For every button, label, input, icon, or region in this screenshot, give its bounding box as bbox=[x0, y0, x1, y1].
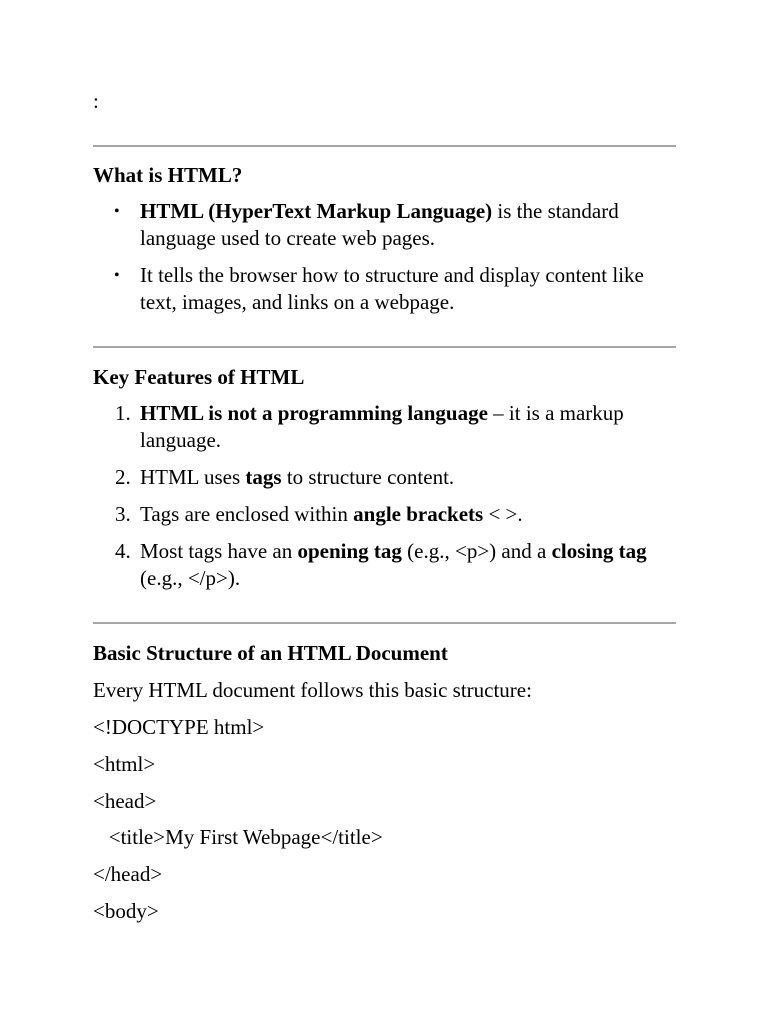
list-number: 4. bbox=[115, 539, 131, 563]
what-is-html-list bbox=[93, 198, 676, 326]
bullet-icon: • bbox=[114, 203, 120, 220]
list-item-text: Tags are enclosed within bbox=[140, 502, 354, 526]
list-item-text: (e.g., <p>) and a bbox=[401, 539, 552, 563]
list-item-bold-text: closing tag bbox=[551, 539, 647, 563]
list-item-text: < >. bbox=[483, 502, 523, 526]
section-heading-key-features: Key Features of HTML bbox=[93, 365, 305, 389]
list-item-bold-text: angle brackets bbox=[353, 502, 484, 526]
code-line: <head> bbox=[93, 789, 157, 813]
list-item-text: HTML uses bbox=[140, 465, 246, 489]
key-features-list bbox=[93, 400, 676, 602]
leading-colon: : bbox=[93, 89, 99, 113]
bullet-2-text: It tells the browser how to structure and display content like text, images, and links on a webpage. bbox=[140, 263, 644, 314]
list-number: 2. bbox=[115, 465, 131, 489]
list-item bbox=[93, 464, 676, 491]
list-item bbox=[93, 538, 676, 592]
section-heading-what-is-html: What is HTML? bbox=[93, 163, 243, 187]
list-item bbox=[93, 262, 676, 316]
divider-1 bbox=[93, 145, 676, 147]
divider-3 bbox=[93, 622, 676, 624]
bullet-icon: • bbox=[114, 267, 120, 284]
list-item-text: Most tags have an bbox=[140, 539, 298, 563]
list-item-text: (e.g., </p>). bbox=[140, 566, 241, 590]
code-line: <body> bbox=[93, 899, 159, 923]
divider-2 bbox=[93, 346, 676, 348]
list-item bbox=[93, 501, 676, 528]
basic-structure-intro: Every HTML document follows this basic structure: bbox=[93, 678, 532, 702]
list-number: 1. bbox=[115, 401, 131, 425]
section-heading-basic-structure: Basic Structure of an HTML Document bbox=[93, 641, 448, 665]
code-line: <html> bbox=[93, 752, 156, 776]
list-item-text: to structure content. bbox=[281, 465, 455, 489]
list-item-bold-text: opening tag bbox=[297, 539, 402, 563]
bullet-1-text: is the standard language used to create web pages. bbox=[140, 199, 619, 250]
list-item-bold-text: HTML is not a programming language bbox=[140, 401, 488, 425]
list-number: 3. bbox=[115, 502, 131, 526]
list-item-text: – it is a markup language. bbox=[140, 401, 624, 452]
bullet-1-bold: HTML (HyperText Markup Language) bbox=[140, 199, 493, 223]
list-item-bold-text: tags bbox=[245, 465, 282, 489]
code-line: </head> bbox=[93, 862, 163, 886]
code-line: <title>My First Webpage</title> bbox=[93, 825, 383, 849]
list-item bbox=[93, 198, 676, 252]
list-item bbox=[93, 400, 676, 454]
code-line: <!DOCTYPE html> bbox=[93, 715, 265, 739]
